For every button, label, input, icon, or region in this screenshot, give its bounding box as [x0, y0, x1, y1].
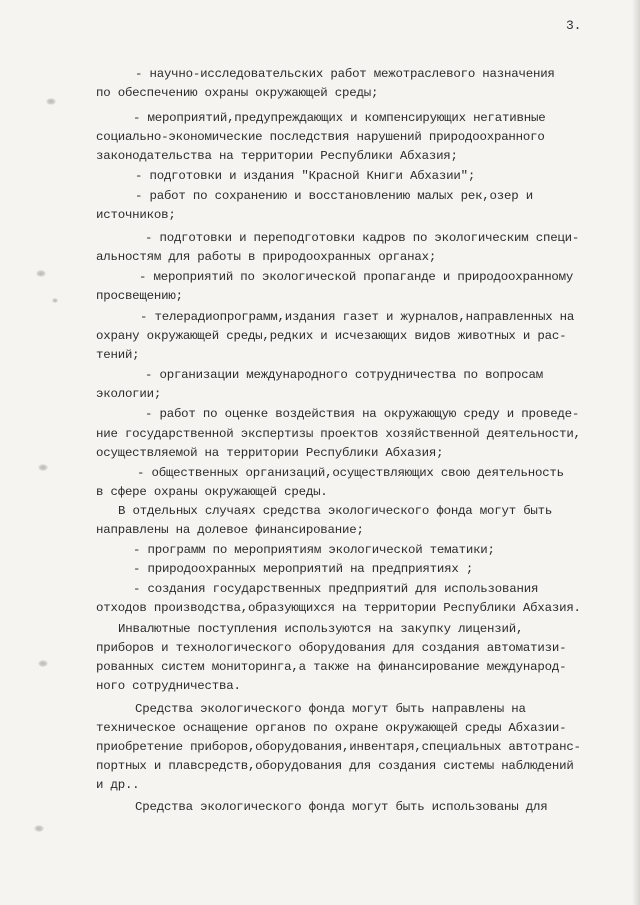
text-line: по обеспечению охраны окружающей среды;	[96, 86, 379, 100]
text-line: - общественных организаций,осуществляющих свою деятельность	[137, 466, 564, 480]
text-line: - работ по оценке воздействия на окружающую среду и проведе-	[145, 407, 580, 421]
punch-hole-mark	[46, 98, 56, 105]
text-line: тений;	[96, 348, 140, 362]
punch-hole-mark	[34, 825, 44, 832]
text-line: Средства экологического фонда могут быть направлены на	[135, 702, 526, 716]
text-line: В отдельных случаях средства экологического фонда могут быть	[118, 504, 553, 518]
text-line: ние государственной экспертизы проектов хозяйственной деятельности,	[96, 427, 581, 441]
text-line: - мероприятий,предупреждающих и компенсирующих негативные	[133, 111, 546, 125]
text-line: охрану окружающей среды,редких и исчезающих видов животных и рас-	[96, 329, 567, 343]
text-line: в сфере охраны окружающей среды.	[96, 485, 328, 499]
page-number: 3.	[566, 18, 582, 33]
page-edge-shadow	[632, 0, 640, 905]
text-line: просвещению;	[96, 289, 183, 303]
punch-hole-mark	[38, 660, 48, 667]
text-line: Средства экологического фонда могут быть использованы для	[135, 800, 548, 814]
text-line: - организации международного сотрудничества по вопросам	[145, 368, 543, 382]
text-line: отходов производства,образующихся на территории Республики Абхазия.	[96, 601, 581, 615]
text-line: - научно-исследовательских работ межотраслевого назначения	[135, 67, 555, 81]
text-line: источников;	[96, 208, 176, 222]
text-line: рованных систем мониторинга,а также на финансирование международ-	[96, 660, 567, 674]
text-line: портных и плавсредств,оборудования для создания системы наблюдений	[96, 759, 574, 773]
text-line: ного сотрудничества.	[96, 679, 241, 693]
punch-hole-mark	[52, 298, 58, 303]
text-line: - природоохранных мероприятий на предприятиях ;	[133, 562, 474, 576]
text-line: - подготовки и переподготовки кадров по экологическим специ-	[145, 231, 580, 245]
text-line: - подготовки и издания "Красной Книги Абхазии";	[135, 169, 476, 183]
text-line: - работ по сохранению и восстановлению малых рек,озер и	[135, 189, 533, 203]
punch-hole-mark	[36, 270, 46, 277]
text-line: осуществляемой на территории Республики Абхазия;	[96, 446, 444, 460]
text-line: экологии;	[96, 387, 162, 401]
text-line: - создания государственных предприятий для использования	[133, 582, 539, 596]
text-line: приборов и технологического оборудования для создания автоматизи-	[96, 641, 567, 655]
text-line: Инвалютные поступления используются на закупку лицензий,	[118, 622, 524, 636]
text-line: - мероприятий по экологической пропаганде и природоохранному	[139, 270, 574, 284]
text-line: социально-экономические последствия нарушений природоохранного	[96, 130, 545, 144]
text-line: законодательства на территории Республики Абхазия;	[96, 149, 458, 163]
text-line: альностям для работы в природоохранных органах;	[96, 250, 437, 264]
text-line: и др..	[96, 778, 140, 792]
punch-hole-mark	[38, 464, 48, 471]
text-line: техническое оснащение органов по охране окружающей среды Абхазии-	[96, 721, 567, 735]
text-line: направлены на долевое финансирование;	[96, 523, 364, 537]
text-line: приобретение приборов,оборудования,инвентаря,специальных автотранс-	[96, 740, 581, 754]
text-line: - телерадиопрограмм,издания газет и журналов,направленных на	[140, 310, 575, 324]
text-line: - программ по мероприятиям экологической тематики;	[133, 543, 495, 557]
